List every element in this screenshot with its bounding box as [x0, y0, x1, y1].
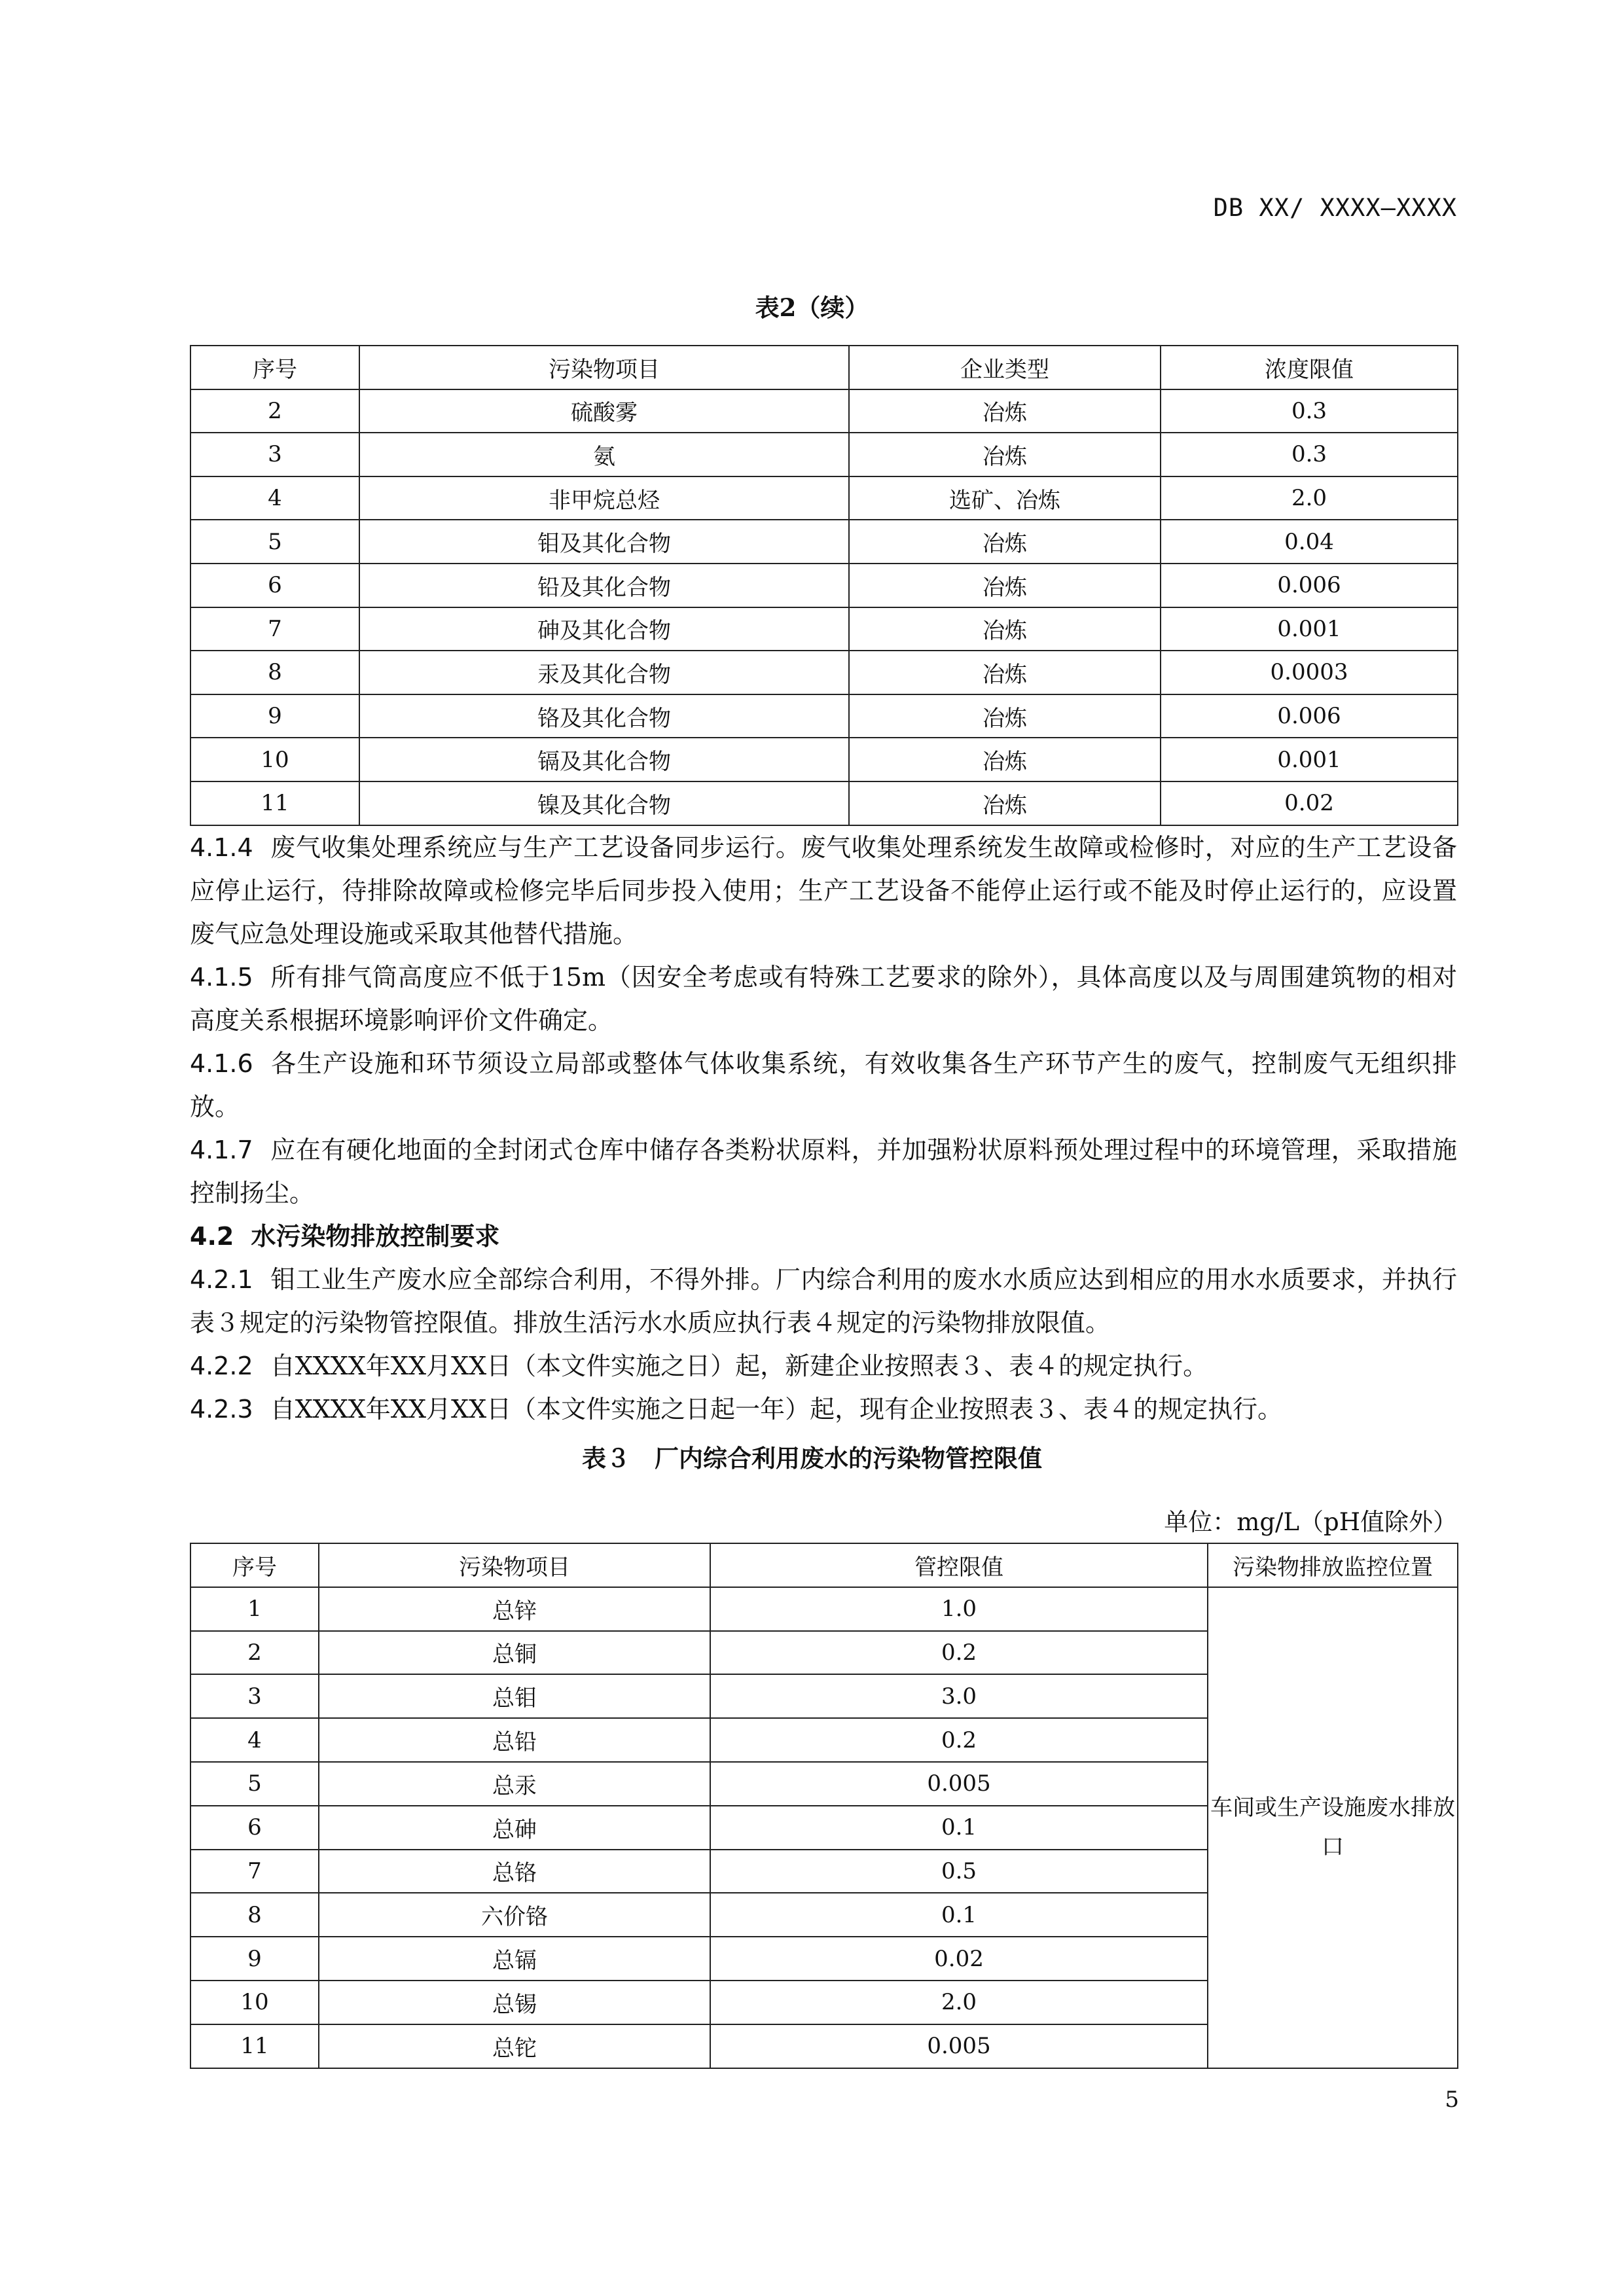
clause-text: 所有排气筒高度应不低于15m（因安全考虑或有特殊工艺要求的除外），具体高度以及与周围建筑物的相对高度关系根据环境影响评价文件确定。: [190, 963, 1457, 1035]
table-cell: 10: [190, 738, 359, 781]
table-cell: 0.3: [1161, 389, 1458, 433]
document-code: DB XX/ XXXX—XXXX: [1213, 194, 1457, 222]
table-cell: 总铊: [319, 2024, 710, 2068]
clause-text: 自XXXX年XX月XX日（本文件实施之日起一年）起，现有企业按照表３、表４的规定执行。: [270, 1395, 1283, 1424]
table-row: [190, 520, 1458, 564]
clause-number: 4.2.1: [190, 1265, 253, 1294]
table3-caption: 表３ 厂内综合利用废水的污染物管控限值: [582, 1444, 1042, 1473]
clause-4-2-2: [190, 1344, 1457, 1388]
monitor-location-cell: 车间或生产设施废水排放口: [1208, 1587, 1458, 2068]
table-cell: 总汞: [319, 1762, 710, 1806]
clause-text: 应在有硬化地面的全封闭式仓库中储存各类粉状原料，并加强粉状原料预处理过程中的环境管理，采取措施控制扬尘。: [190, 1136, 1457, 1208]
table-cell: 0.04: [1161, 520, 1458, 564]
table-cell: 0.02: [1161, 781, 1458, 825]
table-cell: 六价铬: [319, 1893, 710, 1937]
table-cell: 2.0: [710, 1981, 1208, 2024]
table-cell: 4: [190, 476, 359, 520]
table-cell: 镉及其化合物: [359, 738, 849, 781]
clause-number: 4.1.6: [190, 1049, 253, 1078]
clause-text: 废气收集处理系统应与生产工艺设备同步运行。废气收集处理系统发生故障或检修时，对应的生产工艺设备应停止运行，待排除故障或检修完毕后同步投入使用；生产工艺设备不能停止运行或不能及时停止运行的，应设置废气应急处理设施或采取其他替代措施。: [190, 833, 1457, 948]
page-number: 5: [1445, 2087, 1459, 2113]
table-cell: 铅及其化合物: [359, 564, 849, 607]
table-cell: 1: [190, 1587, 319, 1631]
table-row: [190, 433, 1458, 476]
header-cell: 浓度限值: [1161, 346, 1458, 389]
table-cell: 0.001: [1161, 738, 1458, 781]
table-cell: 钼及其化合物: [359, 520, 849, 564]
header-cell: 序号: [190, 1543, 319, 1587]
clause-number: 4.1.4: [190, 833, 253, 862]
header-cell: 污染物排放监控位置: [1208, 1543, 1458, 1587]
table-cell: 汞及其化合物: [359, 651, 849, 694]
table-cell: 冶炼: [849, 694, 1161, 738]
clause-text: 各生产设施和环节须设立局部或整体气体收集系统，有效收集各生产环节产生的废气，控制废气无组织排放。: [190, 1049, 1457, 1121]
table-cell: 5: [190, 520, 359, 564]
table-row: [190, 564, 1458, 607]
clause-number: 4.2.3: [190, 1395, 253, 1424]
clause-4-2-3: [190, 1388, 1457, 1431]
table-cell: 8: [190, 1893, 319, 1937]
table-row: [190, 476, 1458, 520]
table-cell: 总锌: [319, 1587, 710, 1631]
table-cell: 氨: [359, 433, 849, 476]
header-cell: 管控限值: [710, 1543, 1208, 1587]
table-cell: 2: [190, 1631, 319, 1675]
table-cell: 0.3: [1161, 433, 1458, 476]
table-cell: 0.0003: [1161, 651, 1458, 694]
table-cell: 3: [190, 1674, 319, 1718]
section-heading-4-2: [190, 1215, 1457, 1258]
table-cell: 冶炼: [849, 433, 1161, 476]
header-cell: 企业类型: [849, 346, 1161, 389]
table-cell: 3: [190, 433, 359, 476]
table-cell: 冶炼: [849, 564, 1161, 607]
table-cell: 冶炼: [849, 520, 1161, 564]
table-row: [190, 738, 1458, 781]
table2-caption: 表2（续）: [755, 293, 869, 322]
clause-4-1-6: [190, 1042, 1457, 1128]
table-cell: 总铬: [319, 1850, 710, 1893]
table-cell: 冶炼: [849, 389, 1161, 433]
clause-4-1-5: [190, 956, 1457, 1042]
table-cell: 选矿、冶炼: [849, 476, 1161, 520]
table-cell: 0.5: [710, 1850, 1208, 1893]
table-cell: 非甲烷总烃: [359, 476, 849, 520]
table-cell: 铬及其化合物: [359, 694, 849, 738]
clause-number: 4.1.7: [190, 1136, 253, 1164]
table-cell: 6: [190, 1806, 319, 1850]
table-cell: 9: [190, 1937, 319, 1981]
table-cell: 1.0: [710, 1587, 1208, 1631]
table-cell: 4: [190, 1718, 319, 1762]
table-row: [190, 694, 1458, 738]
table-cell: 硫酸雾: [359, 389, 849, 433]
table-cell: 2.0: [1161, 476, 1458, 520]
table-cell: 8: [190, 651, 359, 694]
table2: [190, 345, 1458, 826]
table-cell: 砷及其化合物: [359, 607, 849, 651]
body-text: [190, 826, 1457, 1431]
table-cell: 0.02: [710, 1937, 1208, 1981]
table-row: [190, 389, 1458, 433]
table-cell: 10: [190, 1981, 319, 2024]
table-cell: 总锡: [319, 1981, 710, 2024]
section-number: 4.2: [190, 1222, 234, 1251]
table-cell: 6: [190, 564, 359, 607]
header-cell: 污染物项目: [319, 1543, 710, 1587]
table-row: [190, 1587, 1458, 1631]
table-cell: 冶炼: [849, 651, 1161, 694]
table-header-row: [190, 346, 1458, 389]
table-cell: 冶炼: [849, 738, 1161, 781]
table-cell: 冶炼: [849, 607, 1161, 651]
section-title: 水污染物排放控制要求: [251, 1222, 500, 1251]
clause-text: 钼工业生产废水应全部综合利用，不得外排。厂内综合利用的废水水质应达到相应的用水水质要求，并执行表３规定的污染物管控限值。排放生活污水水质应执行表４规定的污染物排放限值。: [190, 1265, 1457, 1337]
table-header-row: [190, 1543, 1458, 1587]
table-cell: 7: [190, 607, 359, 651]
header-cell: 序号: [190, 346, 359, 389]
table-cell: 冶炼: [849, 781, 1161, 825]
clause-4-2-1: [190, 1258, 1457, 1344]
table-cell: 总镉: [319, 1937, 710, 1981]
table-cell: 0.005: [710, 1762, 1208, 1806]
clause-number: 4.2.2: [190, 1352, 253, 1380]
clause-number: 4.1.5: [190, 963, 253, 992]
table-cell: 0.005: [710, 2024, 1208, 2068]
table-cell: 总钼: [319, 1674, 710, 1718]
table-cell: 镍及其化合物: [359, 781, 849, 825]
table-cell: 11: [190, 781, 359, 825]
table-cell: 3.0: [710, 1674, 1208, 1718]
clause-4-1-7: [190, 1128, 1457, 1215]
clause-4-1-4: [190, 826, 1457, 956]
table-cell: 11: [190, 2024, 319, 2068]
table-cell: 9: [190, 694, 359, 738]
table-cell: 0.2: [710, 1631, 1208, 1675]
header-cell: 污染物项目: [359, 346, 849, 389]
table3-unit: 单位：mg/L（pH值除外）: [1164, 1508, 1457, 1536]
table-cell: 0.1: [710, 1806, 1208, 1850]
table-cell: 7: [190, 1850, 319, 1893]
table-row: [190, 651, 1458, 694]
table-cell: 0.006: [1161, 694, 1458, 738]
table-cell: 0.006: [1161, 564, 1458, 607]
table-cell: 0.1: [710, 1893, 1208, 1937]
table3: [190, 1543, 1458, 2069]
table-cell: 2: [190, 389, 359, 433]
table-cell: 0.001: [1161, 607, 1458, 651]
table-row: [190, 781, 1458, 825]
table-row: [190, 607, 1458, 651]
table-cell: 5: [190, 1762, 319, 1806]
clause-text: 自XXXX年XX月XX日（本文件实施之日）起，新建企业按照表３、表４的规定执行。: [270, 1352, 1208, 1380]
table-cell: 总铜: [319, 1631, 710, 1675]
table-cell: 总铅: [319, 1718, 710, 1762]
table-cell: 总砷: [319, 1806, 710, 1850]
table-cell: 0.2: [710, 1718, 1208, 1762]
